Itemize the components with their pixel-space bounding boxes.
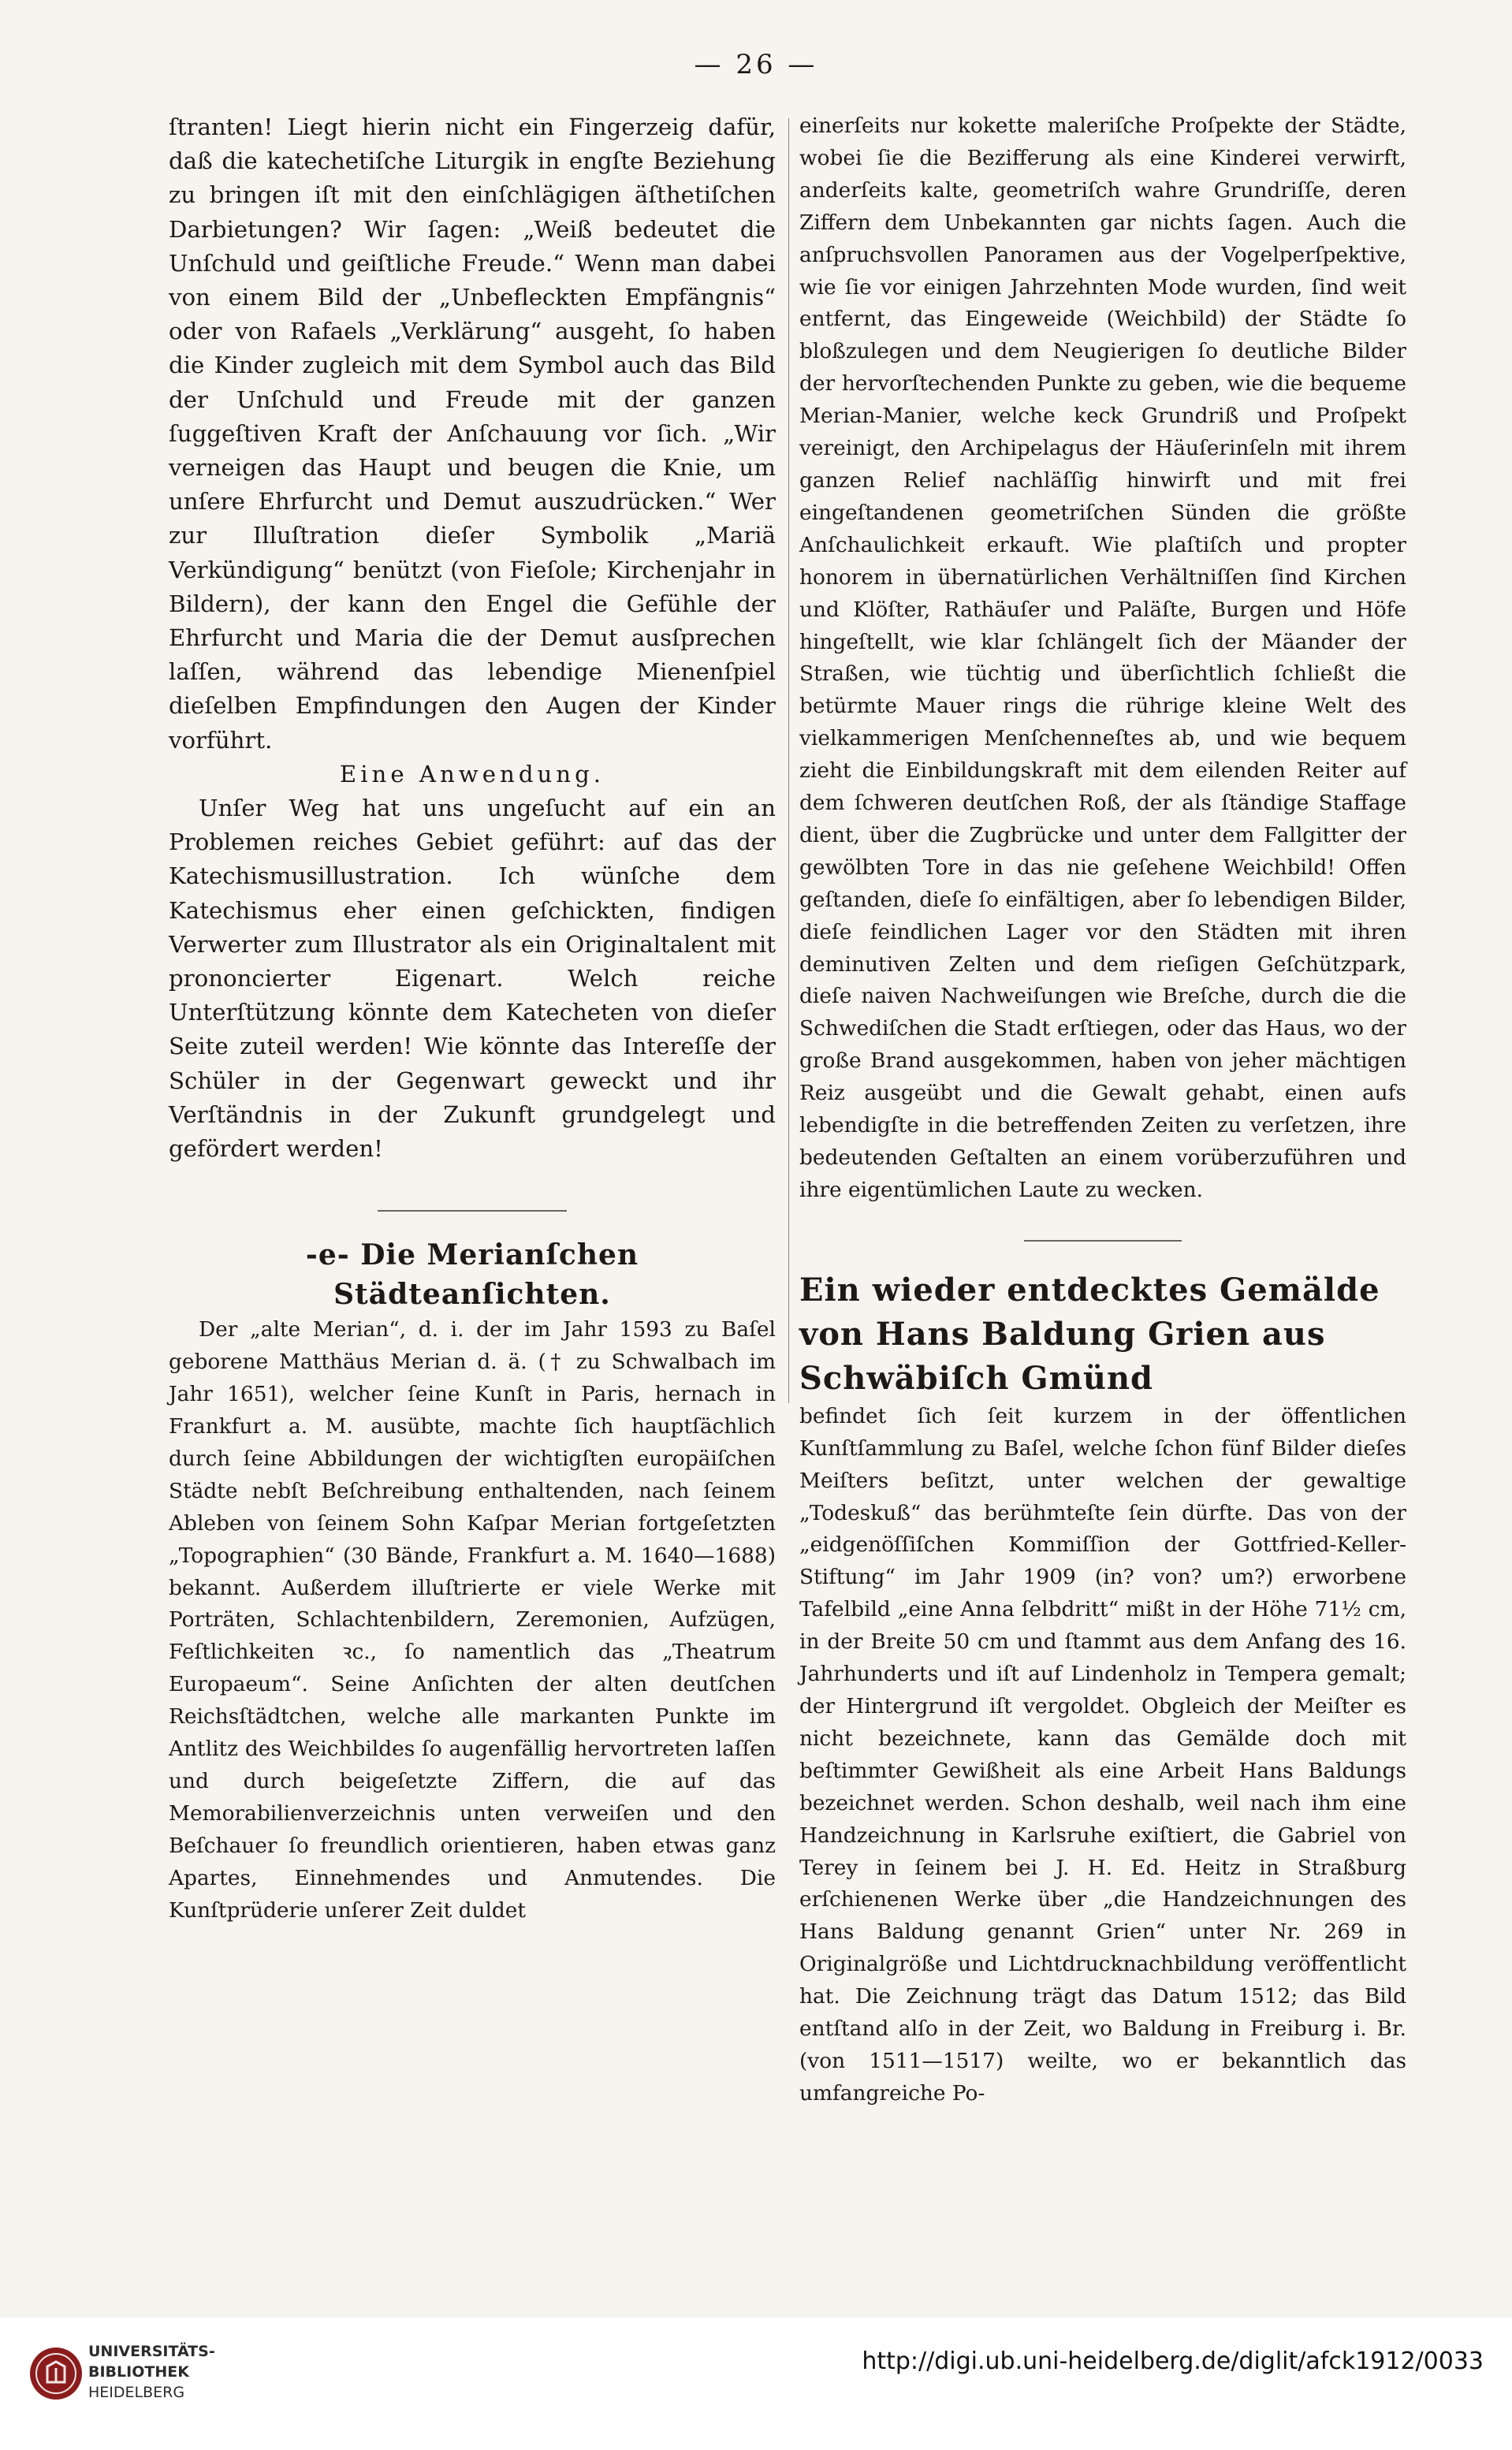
page-number: — 26 — <box>694 49 818 80</box>
library-name <box>88 2341 215 2403</box>
divider <box>1024 1240 1182 1242</box>
article-title-baldung: Ein wieder entdecktes Gemälde von Hans Baldung Grien aus Schwäbiſch Gmünd <box>799 1271 1380 1397</box>
library-name-line-2: BIBLIOTHEK <box>88 2363 189 2381</box>
left-paragraph-1: ſtranten! Liegt hierin nicht ein Fingerzeig dafür, daß die katechetiſche Liturgik in engſte Beziehung zu bringen iſt mit den einſchlägigen äſthetiſchen Darbietungen? Wir ſagen: „Weiß bedeutet die Unſchuld und geiſtliche Freude.“ Wenn man dabei von einem Bild der „Unbefleckten Empfängnis“ oder von Rafaels „Verklärung“ ausgeht, ſo haben die Kinder zugleich mit dem Symbol auch das Bild der Unſchuld und Freude mit der ganzen ſuggeſtiven Kraft der Anſchauung vor ſich. „Wir verneigen das Haupt und beugen die Knie, um unſere Ehrfurcht und Demut auszudrücken.“ Wer zur Illuſtration dieſer Symbolik „Mariä Verkündigung“ benützt (von Fieſole; Kirchenjahr in Bildern), der kann den Engel die Gefühle der Ehrfurcht und Maria die der Demut ausſprechen laſſen, während das lebendige Mienenſpiel dieſelben Empfindungen den Augen der Kinder vorführt. <box>169 114 776 754</box>
right-paragraph-1: einerſeits nur kokette maleriſche Proſpekte der Städte, wobei ſie die Bezifferung als eine Kinderei verwirft, anderſeits kalte, geometriſch wahre Grundriſſe, deren Ziffern dem Unbekannten gar nichts ſagen. Auch die anſpruchsvollen Panoramen aus der Vogelperſpektive, wie ſie vor einigen Jahrzehnten Mode wurden, ſind weit entfernt, das Eingeweide (Weichbild) der Städte ſo bloßzulegen und dem Neugierigen ſo deutliche Bilder der hervorſtechenden Punkte zu geben, wie die bequeme Merian-Manier, welche keck Grundriß und Proſpekt vereinigt, den Archipelagus der Häuſerinſeln mit ihrem ganzen Relief nachläſſig hinwirft und mit frei eingeſtandenen geometriſchen Sünden die größte Anſchaulichkeit erkauft. Wie plaſtiſch und propter honorem in übernatürlichen Verhältniſſen ſind Kirchen und Klöſter, Rathäuſer und Paläſte, Burgen und Höfe hingeſtellt, wie klar ſchlängelt ſich der Mäander der Straßen, wie tüchtig und überſichtlich ſchließt die betürmte Mauer rings die rührige kleine Welt des vielkammerigen Menſchenneſtes ab, und wie bequem zieht die Einbildungskraft mit dem eilenden Reiter auf dem ſchweren deutſchen Roß, der als ſtändige Staffage dient, über die Zugbrücke und unter dem Fallgitter der gewölbten Tore in das nie geſehene Weichbild! Offen geſtanden, dieſe ſo einfältigen, aber ſo lebendigen Bilder, dieſe feindlichen Lager vor den Städten mit ihren deminutiven Zelten und dem rieſigen Geſchützpark, dieſe naiven Nachweiſungen wie Breſche, durch die die Schwediſchen die Stadt erſtiegen, oder das Haus, wo der große Brand ausgekommen, haben von jeher mächtigen Reiz ausgeübt und die Gewalt gehabt, einen aufs lebendigſte in die betreffenden Zeiten zu verſetzen, ihre bedeutenden Geſtalten an einem vorüberzuführen und ihre eigentümlichen Laute zu wecken. <box>799 114 1406 1202</box>
footer-bar <box>0 2318 1512 2450</box>
right-paragraph-2: befindet ſich ſeit kurzem in der öffentlichen Kunſtſammlung zu Baſel, welche ſchon fünf Bilder dieſes Meiſters beſitzt, unter welchen der gewaltige „Todeskuß“ das berühmteſte ſein dürfte. Das von der „eidgenöſſiſchen Kommiſſion der Gottfried-Keller-Stiftung“ im Jahr 1909 (in? von? um?) erworbene Tafelbild „eine Anna ſelbdritt“ mißt in der Höhe 71½ cm, in der Breite 50 cm und ſtammt aus dem Anfang des 16. Jahrhunderts und iſt auf Lindenholz in Tempera gemalt; der Hintergrund iſt vergoldet. Obgleich der Meiſter es nicht bezeichnete, kann das Gemälde doch mit beſtimmter Gewißheit als eine Arbeit Hans Baldungs bezeichnet werden. Schon deshalb, weil nach ihm eine Handzeichnung in Karlsruhe exiſtiert, die Gabriel von Terey in ſeinem bei J. H. Ed. Heitz in Straßburg erſchienenen Werke über „die Handzeichnungen des Hans Baldung genannt Grien“ unter Nr. 269 in Originalgröße und Lichtdrucknachbildung veröffentlicht hat. Die Zeichnung trägt das Datum 1512; das Bild entſtand alſo in der Zeit, wo Baldung in Freiburg i. Br. (von 1511—1517) weilte, wo er bekanntlich das umfangreiche Po- <box>799 1403 1406 2106</box>
left-column <box>169 110 776 1927</box>
library-name-line-3: HEIDELBERG <box>88 2384 185 2401</box>
divider <box>378 1210 567 1212</box>
library-name-line-1: UNIVERSITÄTS- <box>88 2343 215 2360</box>
left-paragraph-3: Der „alte Merian“, d. i. der im Jahr 1593 zu Baſel geborene Matthäus Merian d. ä. († zu Schwalbach im Jahr 1651), welcher ſeine Kunſt in Paris, hernach in Frankfurt a. M. ausübte, machte ſich hauptſächlich durch ſeine Abbildungen der wichtigſten europäiſchen Städte nebſt Beſchreibung enthaltenden, nach ſeinem Ableben von ſeinem Sohn Kaſpar Merian fortgeſetzten „Topographien“ (30 Bände, Frankfurt a. M. 1640—1688) bekannt. Außerdem illuſtrierte er viele Werke mit Porträten, Schlachtenbildern, Zeremonien, Aufzügen, Feſtlichkeiten ꝛc., ſo namentlich das „Theatrum Europaeum“. Seine Anſichten der alten deutſchen Reichsſtädtchen, welche alle markanten Punkte im Antlitz des Weichbildes ſo augenfällig hervortreten laſſen und durch beigeſetzte Ziffern, die auf das Memorabilienverzeichnis unten verweiſen und den Beſchauer ſo freundlich orientieren, haben etwas ganz Apartes, Einnehmendes und Anmutendes. Die Kunſtprüderie unſerer Zeit duldet <box>169 1317 776 1923</box>
column-rule <box>788 118 789 1403</box>
right-column <box>799 110 1406 2110</box>
source-url-link[interactable]: http://digi.ub.uni-heidelberg.de/diglit/afck1912/0033 <box>862 2348 1484 2375</box>
university-seal-icon[interactable] <box>28 2346 84 2401</box>
left-paragraph-2: Unſer Weg hat uns ungeſucht auf ein an Problemen reiches Gebiet geführt: auf das der Katechismusillustration. Ich wünſche dem Katechismus eher einen geſchickten, findigen Verwerter zum Illustrator als ein Originaltalent mit prononcierter Eigenart. Welch reiche Unterſtützung könnte dem Katecheten von dieſer Seite zuteil werden! Wie könnte das Intereſſe der Schüler in der Gegenwart geweckt und ihr Verſtändnis in der Zukunft grundgelegt und gefördert werden! <box>169 795 776 1163</box>
section-heading: Eine Anwendung. <box>339 760 605 788</box>
article-title-merian: -e- Die Merianſchen Städteanſichten. <box>305 1238 639 1312</box>
